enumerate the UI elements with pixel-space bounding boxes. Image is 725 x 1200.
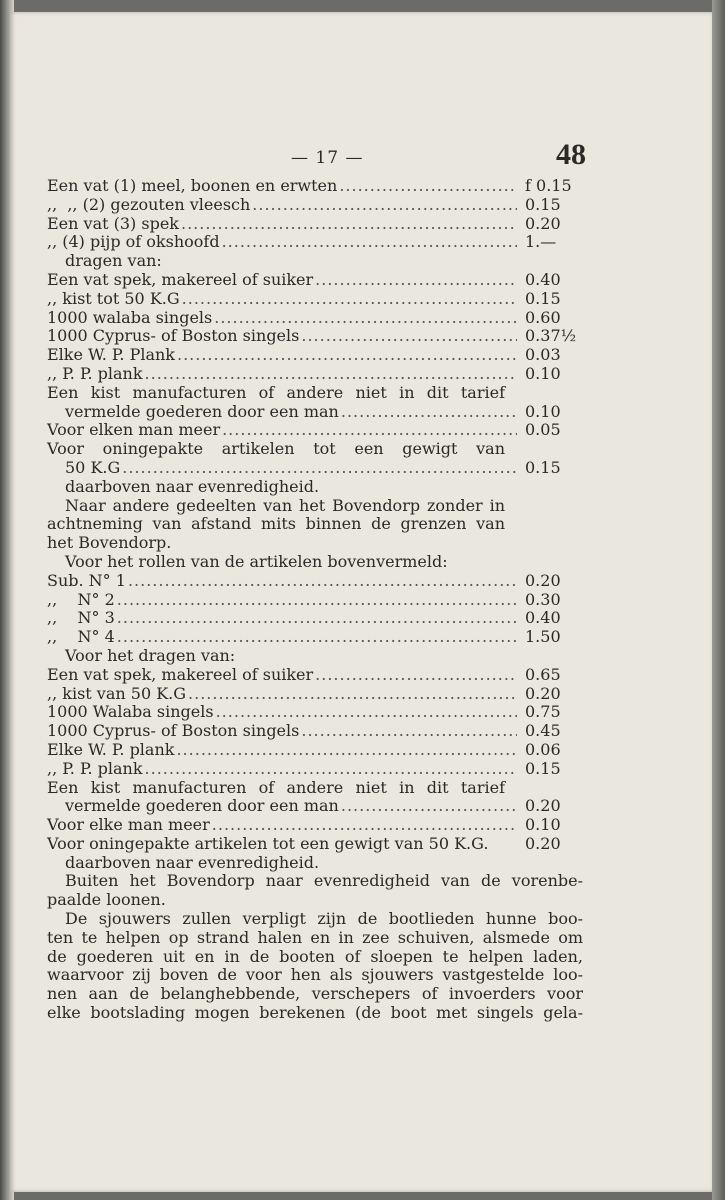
- tariff-label: 50 K.G: [65, 457, 121, 477]
- leaf-number: 48: [556, 138, 586, 171]
- tariff-label: ,, N° 2: [47, 589, 115, 609]
- tariff-price: 1.—: [525, 232, 557, 252]
- tariff-label: ,, N° 3: [47, 608, 115, 628]
- tariff-row: [47, 797, 583, 816]
- tariff-price: 0.15: [525, 758, 561, 778]
- tariff-price: 0.40: [525, 269, 561, 289]
- leader-dots: [252, 196, 517, 215]
- text-line: daarboven naar evenredigheid.: [65, 476, 320, 496]
- tariff-row: [47, 403, 583, 422]
- tariff-label: ,, (4) pijp of okshoofd: [47, 232, 220, 252]
- tariff-row: [47, 459, 583, 478]
- text-line: het Bovendorp.: [47, 533, 172, 553]
- tariff-row: [47, 609, 583, 628]
- tariff-label: Een vat spek, makereel of suiker: [47, 664, 314, 684]
- document-page: [10, 12, 712, 1192]
- text-line: Voor het rollen van de artikelen bovenvermeld:: [65, 551, 448, 571]
- leader-dots: [176, 741, 517, 760]
- tariff-row: [47, 421, 583, 440]
- tariff-row: [47, 722, 583, 741]
- tariff-label: ,, kist tot 50 K.G: [47, 288, 180, 308]
- tariff-price: 0.05: [525, 420, 561, 440]
- tariff-label: Een vat spek, makereel of suiker: [47, 269, 314, 289]
- leader-dots: [117, 591, 517, 610]
- tariff-price: 0.60: [525, 307, 561, 327]
- tariff-label: ,, N° 4: [47, 627, 115, 647]
- leader-dots: [145, 760, 517, 779]
- text-line: dragen van:: [65, 251, 162, 271]
- book-edge: [712, 0, 725, 1200]
- tariff-row: [47, 233, 583, 252]
- tariff-price: 0.20: [525, 833, 561, 853]
- tariff-label: vermelde goederen door een man: [65, 401, 339, 421]
- tariff-row: [47, 685, 583, 704]
- leader-dots: [222, 233, 517, 252]
- paragraph-line: De sjouwers zullen verpligt zijn de bootlieden hunne boo-: [65, 909, 583, 929]
- tariff-row: [47, 365, 583, 384]
- leader-dots: [222, 421, 517, 440]
- tariff-price: 0.20: [525, 796, 561, 816]
- leader-dots: [128, 572, 517, 591]
- leader-dots: [181, 215, 517, 234]
- tariff-label: Voor elke man meer: [47, 815, 210, 835]
- leader-dots: [212, 816, 517, 835]
- tariff-price: 1.50: [525, 627, 561, 647]
- tariff-price: 0.15: [525, 457, 561, 477]
- text-line: achtneming van afstand mits binnen de grenzen van: [47, 514, 505, 534]
- leader-dots: [341, 797, 517, 816]
- leader-dots: [117, 609, 517, 628]
- tariff-row: [47, 741, 583, 760]
- tariff-price: 0.06: [525, 739, 561, 759]
- leader-dots: [177, 346, 517, 365]
- text-line: Voor oningepakte artikelen tot een gewigt van: [47, 439, 505, 459]
- tariff-price: 0.30: [525, 589, 561, 609]
- paragraph-line: Buiten het Bovendorp naar evenredigheid van de vorenbe-: [65, 871, 583, 891]
- leader-dots: [216, 703, 517, 722]
- paragraph-line: ten te helpen op strand halen en in zee schuiven, alsmede om: [47, 927, 583, 947]
- tariff-label: ,, ,, (2) gezouten vleesch: [47, 194, 251, 214]
- text-line: daarboven naar evenredigheid.: [65, 852, 320, 872]
- tariff-label: 1000 Cyprus- of Boston singels: [47, 721, 300, 741]
- tariff-row: [47, 572, 583, 591]
- tariff-row: [47, 760, 583, 779]
- tariff-row: [47, 196, 583, 215]
- tariff-row: [47, 271, 583, 290]
- tariff-label: 1000 Walaba singels: [47, 702, 214, 722]
- tariff-label: Elke W. P. Plank: [47, 345, 175, 365]
- paragraph-line: waarvoor zij boven de voor hen als sjouwers vastgestelde loo-: [47, 965, 583, 985]
- leader-dots: [315, 666, 517, 685]
- tariff-list: [47, 177, 583, 1023]
- tariff-price: 0.03: [525, 345, 561, 365]
- tariff-price: 0.65: [525, 664, 561, 684]
- leader-dots: [145, 365, 517, 384]
- tariff-price: 0.10: [525, 401, 561, 421]
- tariff-price: 0.20: [525, 570, 561, 590]
- tariff-label: Een vat (1) meel, boonen en erwten: [47, 176, 338, 195]
- text-line: Een kist manufacturen of andere niet in dit tarief: [47, 777, 505, 797]
- tariff-price: 0.37½: [525, 326, 577, 346]
- leader-dots: [122, 459, 517, 478]
- tariff-price: 0.15: [525, 288, 561, 308]
- leader-dots: [339, 177, 517, 196]
- tariff-label: Sub. N° 1: [47, 570, 126, 590]
- paragraph-line: nen aan de belanghebbende, verschepers of invoerders voor: [47, 984, 583, 1004]
- paragraph-line: paalde loonen.: [47, 890, 166, 910]
- tariff-label: ,, P. P. plank: [47, 758, 143, 778]
- tariff-row: [47, 703, 583, 722]
- tariff-label: ,, kist van 50 K.G: [47, 683, 187, 703]
- tariff-label: 1000 Cyprus- of Boston singels: [47, 326, 300, 346]
- page-number: — 17 —: [291, 148, 364, 168]
- leader-dots: [301, 722, 517, 741]
- tariff-row: [47, 666, 583, 685]
- tariff-row: [47, 835, 583, 854]
- tariff-row: [47, 591, 583, 610]
- tariff-row: [47, 215, 583, 234]
- leader-dots: [341, 403, 517, 422]
- tariff-label: Voor elken man meer: [47, 420, 221, 440]
- tariff-label: Elke W. P. plank: [47, 739, 175, 759]
- text-line: Een kist manufacturen of andere niet in dit tarief: [47, 382, 505, 402]
- tariff-label: ,, P. P. plank: [47, 363, 143, 383]
- tariff-row: [47, 628, 583, 647]
- leader-dots: [188, 685, 517, 704]
- tariff-label: vermelde goederen door een man: [65, 796, 339, 816]
- tariff-price: 0.10: [525, 815, 561, 835]
- page-header: [46, 132, 586, 182]
- tariff-price: 0.75: [525, 702, 561, 722]
- text-line: Voor het dragen van:: [65, 645, 236, 665]
- tariff-price: 0.40: [525, 608, 561, 628]
- tariff-price: f 0.15: [525, 176, 572, 195]
- tariff-label: Een vat (3) spek: [47, 213, 179, 233]
- paragraph-line: elke bootslading mogen berekenen (de boot met singels gela-: [47, 1003, 583, 1023]
- paragraph-line: de goederen uit en in de booten of sloepen te helpen laden,: [47, 946, 583, 966]
- tariff-price: 0.45: [525, 721, 561, 741]
- leader-dots: [214, 309, 517, 328]
- tariff-label: Voor oningepakte artikelen tot een gewigt van 50 K.G.: [47, 833, 489, 853]
- tariff-label: 1000 walaba singels: [47, 307, 213, 327]
- tariff-price: 0.15: [525, 194, 561, 214]
- tariff-row: [47, 327, 583, 346]
- tariff-price: 0.20: [525, 213, 561, 233]
- tariff-row: [47, 346, 583, 365]
- leader-dots: [315, 271, 517, 290]
- tariff-row: [47, 290, 583, 309]
- leader-dots: [301, 327, 517, 346]
- leader-dots: [182, 290, 517, 309]
- text-line: Naar andere gedeelten van het Bovendorp zonder in: [65, 495, 505, 515]
- tariff-row: [47, 177, 583, 196]
- tariff-price: 0.20: [525, 683, 561, 703]
- tariff-row: [47, 309, 583, 328]
- tariff-row: [47, 816, 583, 835]
- leader-dots: [117, 628, 517, 647]
- tariff-price: 0.10: [525, 363, 561, 383]
